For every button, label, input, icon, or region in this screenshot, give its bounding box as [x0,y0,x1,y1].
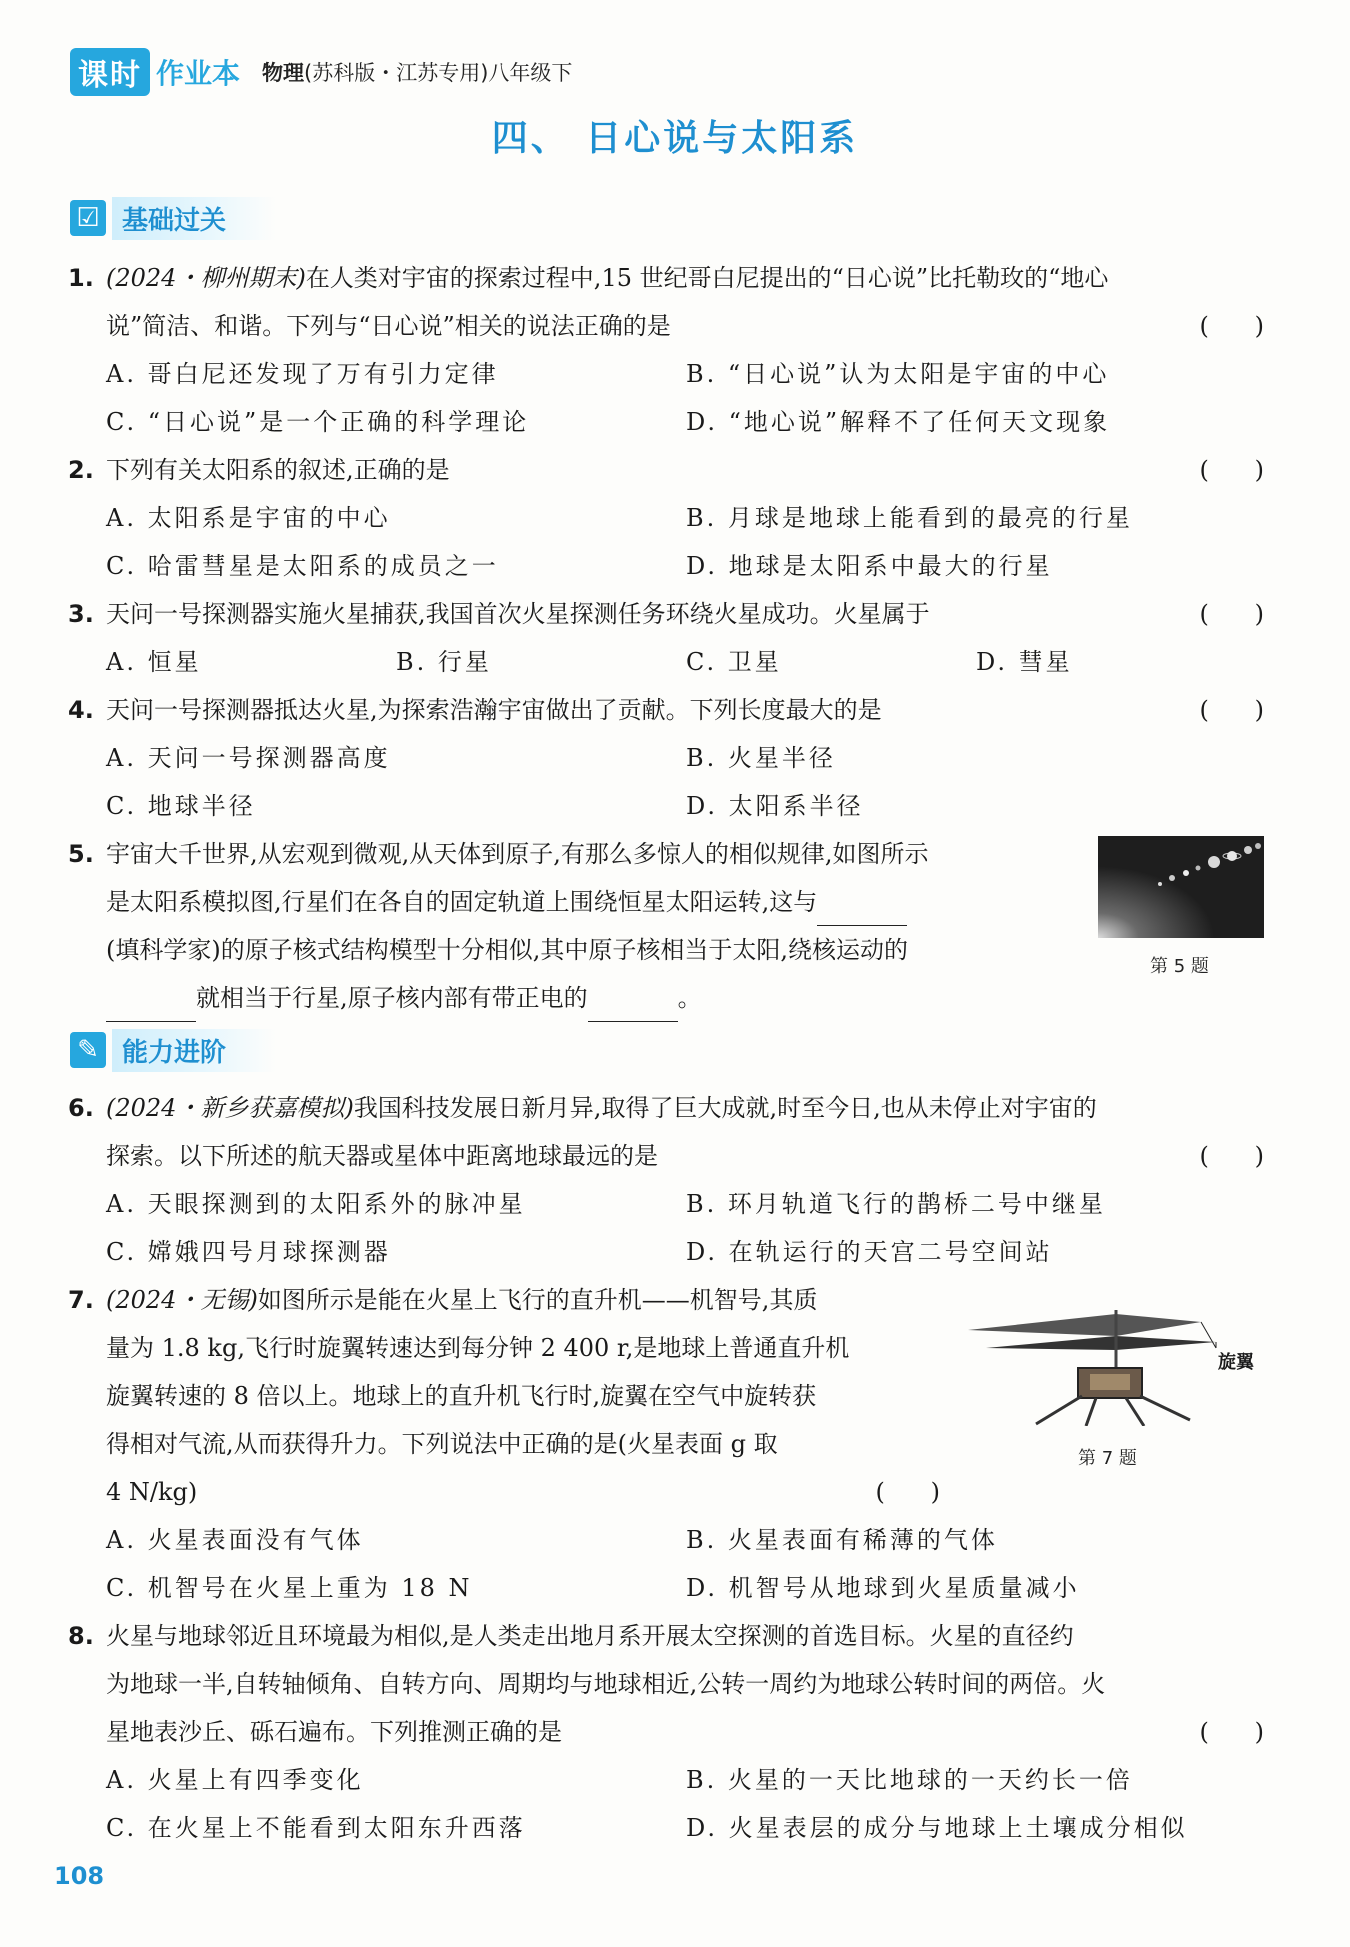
question-text: 天问一号探测器抵达火星,为探索浩瀚宇宙做出了贡献。下列长度最大的是 [106,696,882,724]
question-text: 4 N/kg) [106,1478,198,1506]
question-text: 火星与地球邻近且环境最为相似,是人类走出地月系开展太空探测的首选目标。火星的直径约 [106,1622,1074,1650]
option-d: D. 机智号从地球到火星质量减小 [686,1574,1080,1602]
section-label: 基础过关 [112,197,276,240]
option-c: C. 嫦娥四号月球探测器 [106,1238,391,1266]
question-text: 探索。以下所述的航天器或星体中距离地球最远的是 [106,1142,658,1170]
option-a: A. 天眼探测到的太阳系外的脉冲星 [106,1190,526,1218]
option-b: B. 行星 [396,648,492,676]
option-c: C. 地球半径 [106,792,256,820]
section-advanced [70,1030,276,1070]
answer-parentheses: ( ) [1199,1142,1264,1170]
option-c: C. 哈雷彗星是太阳系的成员之一 [106,552,499,580]
option-c: C. “日心说”是一个正确的科学理论 [106,408,530,436]
figure-caption: 第 5 题 [1150,956,1209,977]
checkbox-icon: ☑ [70,200,106,236]
question-number: 3. [68,600,94,628]
question-text: 如图所示是能在火星上飞行的直升机——机智号,其质 [257,1286,818,1314]
question-source: (2024・无锡) [106,1286,258,1314]
question-1 [68,254,1108,302]
answer-parentheses: ( ) [1199,456,1264,484]
question-text: (填科学家)的原子核式结构模型十分相似,其中原子核相当于太阳,绕核运动的 [106,936,908,964]
subject-info [262,57,572,87]
question-text [106,974,702,1022]
question-number: 1. [68,264,94,292]
subject-name: 物理 [262,61,305,85]
question-5 [68,830,929,878]
option-c: C. 卫星 [686,648,782,676]
fill-blank[interactable] [817,895,907,926]
question-8 [68,1612,1074,1660]
answer-parentheses: ( ) [875,1478,940,1506]
option-a: A. 火星上有四季变化 [106,1766,364,1794]
subject-edition: (苏科版・江苏专用)八年级下 [304,61,573,85]
question-text: 量为 1.8 kg,飞行时旋翼转速达到每分钟 2 400 r,是地球上普通直升机 [106,1334,850,1362]
option-a: A. 哥白尼还发现了万有引力定律 [106,360,499,388]
option-d: D. 彗星 [976,648,1073,676]
question-number: 8. [68,1622,94,1650]
question-4 [68,686,882,734]
question-7 [68,1276,817,1324]
option-c: C. 在火星上不能看到太阳东升西落 [106,1814,526,1842]
question-text: 旋翼转速的 8 倍以上。地球上的直升机飞行时,旋翼在空气中旋转获 [106,1382,817,1410]
solar-system-image [1098,836,1264,938]
option-d: D. “地心说”解释不了任何天文现象 [686,408,1111,436]
answer-parentheses: ( ) [1199,696,1264,724]
option-d: D. 太阳系半径 [686,792,864,820]
question-number: 5. [68,840,94,868]
question-number: 4. [68,696,94,724]
question-text: 天问一号探测器实施火星捕获,我国首次火星探测任务环绕火星成功。火星属于 [106,600,930,628]
question-source: (2024・新乡获嘉模拟) [106,1094,354,1122]
option-d: D. 火星表层的成分与地球上土壤成分相似 [686,1814,1188,1842]
figure-caption: 第 7 题 [1078,1448,1137,1469]
option-a: A. 天问一号探测器高度 [106,744,391,772]
option-a: A. 火星表面没有气体 [106,1526,364,1554]
brand-logo-text: 作业本 [156,57,241,90]
option-d: D. 在轨运行的天宫二号空间站 [686,1238,1053,1266]
question-text: 为地球一半,自转轴倾角、自转方向、周期均与地球相近,公转一周约为地球公转时间的两倍。火 [106,1670,1106,1698]
option-b: B. “日心说”认为太阳是宇宙的中心 [686,360,1110,388]
option-a: A. 太阳系是宇宙的中心 [106,504,391,532]
option-b: B. 火星的一天比地球的一天约长一倍 [686,1766,1133,1794]
solar-system-figure [1098,836,1264,938]
option-b: B. 火星表面有稀薄的气体 [686,1526,998,1554]
answer-parentheses: ( ) [1199,600,1264,628]
answer-parentheses: ( ) [1199,312,1264,340]
option-a: A. 恒星 [106,648,202,676]
question-6 [68,1084,1097,1132]
option-b: B. 环月轨道飞行的鹊桥二号中继星 [686,1190,1106,1218]
helicopter-figure [966,1306,1266,1426]
option-b: B. 月球是地球上能看到的最亮的行星 [686,504,1133,532]
book-header [70,48,572,96]
question-text: 在人类对宇宙的探索过程中,15 世纪哥白尼提出的“日心说”比托勒玫的“地心 [305,264,1109,292]
brand-logo-box: 课时 [70,48,150,96]
question-number: 7. [68,1286,94,1314]
section-basic [70,198,276,238]
question-source: (2024・柳州期末) [106,264,306,292]
question-text-part: 。 [677,984,702,1012]
fill-blank[interactable] [106,991,196,1022]
question-text: 下列有关太阳系的叙述,正确的是 [106,456,450,484]
chapter-title: 四、 日心说与太阳系 [491,118,859,159]
rotor-label: 旋翼 [1218,1352,1254,1373]
question-text [106,878,907,926]
question-number: 2. [68,456,94,484]
question-text: 说”简洁、和谐。下列与“日心说”相关的说法正确的是 [106,312,671,340]
question-text: 得相对气流,从而获得升力。下列说法中正确的是(火星表面 g 取 [106,1430,778,1458]
question-3 [68,590,930,638]
fill-blank[interactable] [588,991,678,1022]
question-text: 星地表沙丘、砾石遍布。下列推测正确的是 [106,1718,562,1746]
option-d: D. 地球是太阳系中最大的行星 [686,552,1053,580]
answer-parentheses: ( ) [1199,1718,1264,1746]
question-2 [68,446,450,494]
question-text: 我国科技发展日新月异,取得了巨大成就,时至今日,也从未停止对宇宙的 [353,1094,1097,1122]
question-text-part: 就相当于行星,原子核内部有带正电的 [196,984,588,1012]
option-c: C. 机智号在火星上重为 18 N [106,1574,473,1602]
question-text-part: 是太阳系模拟图,行星们在各自的固定轨道上围绕恒星太阳运转,这与 [106,888,818,916]
pencil-icon: ✎ [70,1032,106,1068]
option-b: B. 火星半径 [686,744,836,772]
question-text: 宇宙大千世界,从宏观到微观,从天体到原子,有那么多惊人的相似规律,如图所示 [106,840,929,868]
question-number: 6. [68,1094,94,1122]
page-number: 108 [54,1862,105,1890]
section-label: 能力进阶 [112,1029,276,1072]
